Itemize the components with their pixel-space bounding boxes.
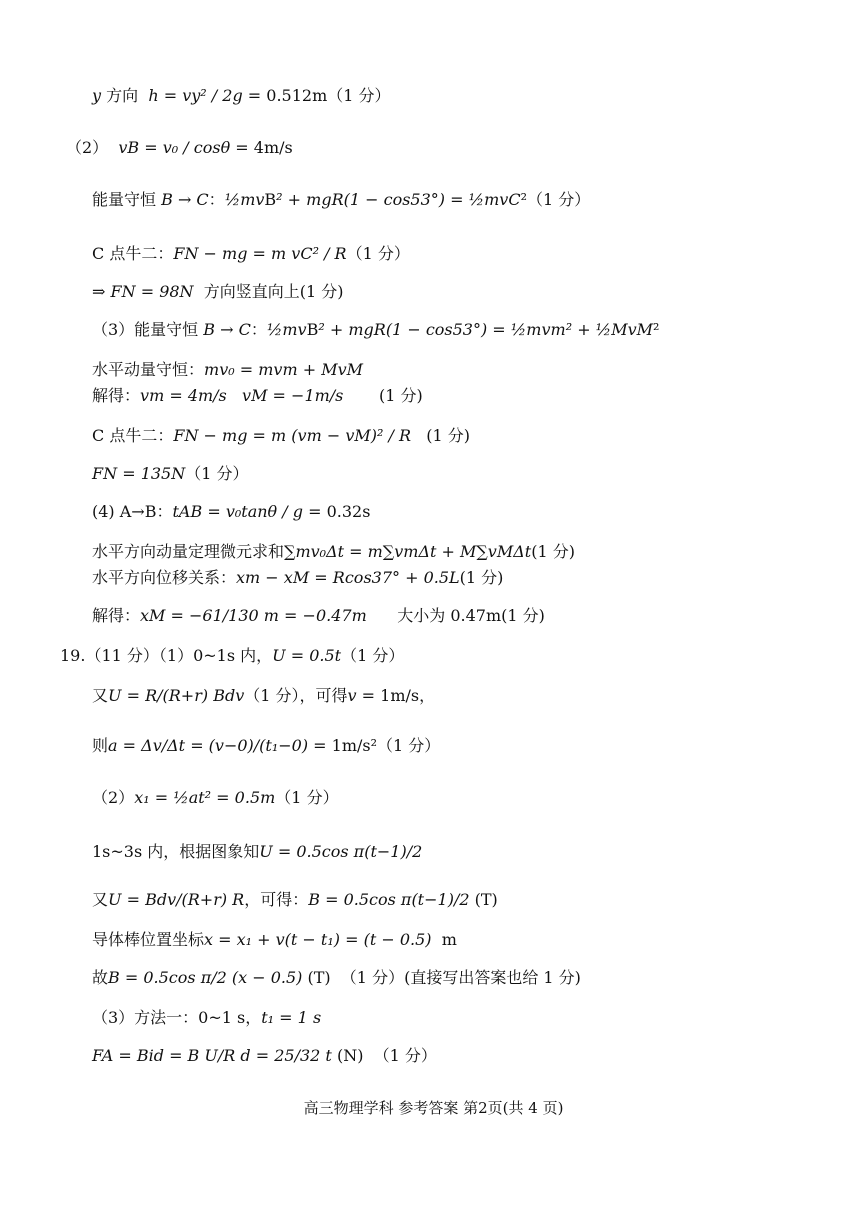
formula-fragment: Δt + M∑v [418, 542, 497, 561]
formula-fragment: N [103, 464, 118, 483]
formula-fragment: − mg = m (v [198, 426, 307, 445]
formula-fragment: m [282, 360, 298, 379]
formula-fragment: = Bid = B U/R d = 25/32 t [113, 1046, 332, 1065]
text-fragment: ： [250, 320, 267, 339]
formula-fragment: = 135N [117, 464, 186, 483]
formula-fragment: m [149, 386, 165, 405]
text-fragment: C 点牛二： [92, 244, 174, 263]
answer-line-l14 [92, 606, 545, 626]
formula-fragment: N [184, 244, 199, 263]
formula-fragment: t [172, 502, 179, 521]
answer-line-l22 [92, 968, 581, 988]
text-fragment: ⇒ [92, 282, 111, 301]
answer-line-l8 [92, 386, 423, 406]
formula-fragment: t₁ = 1 s [261, 1008, 322, 1027]
text-fragment: B [264, 190, 277, 209]
formula-fragment: ½mv [266, 320, 307, 339]
formula-fragment: B [127, 138, 140, 157]
formula-fragment: F [173, 426, 185, 445]
answer-line-l19 [92, 842, 422, 862]
answer-line-l21 [92, 930, 457, 950]
answer-line-l24 [92, 1046, 437, 1066]
formula-fragment: x [236, 568, 246, 587]
formula-fragment: U = 0.5t [272, 646, 342, 665]
text-fragment: （1 分） [275, 788, 339, 807]
formula-fragment: x = x₁ + v(t − t₁) = (t − 0.5) [204, 930, 432, 949]
formula-fragment: B = 0.5cos π/2 (x − 0.5) [108, 968, 303, 987]
page-footer: 高三物理学科 参考答案 第2页(共 4 页) [303, 1099, 564, 1117]
text-fragment: 又 [92, 890, 109, 909]
text-fragment: （3）方法一：0~1 s， [92, 1008, 262, 1027]
formula-fragment: y [92, 86, 102, 105]
answer-line-l20 [92, 890, 498, 910]
formula-fragment: F [110, 282, 122, 301]
formula-fragment: = 4m/s v [164, 386, 252, 405]
formula-fragment: = 98N [135, 282, 194, 301]
text-fragment: 方向 [101, 86, 149, 105]
text-fragment: (1 分) [343, 386, 423, 405]
formula-fragment: M [636, 320, 653, 339]
formula-fragment: v [118, 138, 128, 157]
text-fragment: (N) （1 分） [331, 1046, 437, 1065]
text-fragment: = 1m/s， [356, 686, 436, 705]
answer-line-l2 [66, 138, 293, 158]
answer-line-l12 [92, 542, 575, 562]
formula-fragment: x [140, 606, 150, 625]
text-fragment: = 0.512m（1 分） [242, 86, 391, 105]
formula-fragment: ² / 2g [200, 86, 243, 105]
formula-fragment: F [92, 1046, 102, 1065]
text-fragment: ： [208, 190, 225, 209]
answer-line-l15 [60, 646, 404, 666]
formula-fragment: h = v [148, 86, 192, 105]
formula-fragment: − v [321, 426, 355, 445]
text-fragment: = 0.32s [302, 502, 371, 521]
text-fragment: （1 分） [346, 244, 410, 263]
answer-line-l9 [92, 426, 470, 446]
formula-fragment: ² / R [312, 244, 347, 263]
text-fragment: （2） [92, 788, 135, 807]
text-fragment: 水平方向动量定理微元求和 [92, 542, 285, 561]
text-fragment: 解得： [92, 386, 141, 405]
text-fragment: 又 [92, 686, 109, 705]
text-fragment: C 点牛二： [92, 426, 174, 445]
text-fragment: (1 分) [531, 542, 575, 561]
text-fragment: 解得： [92, 606, 141, 625]
formula-fragment: m [245, 568, 261, 587]
answer-line-l1 [92, 86, 391, 106]
formula-fragment: v [140, 386, 150, 405]
formula-fragment: mv₀ = mv [204, 360, 283, 379]
formula-fragment: B = 0.5cos π(t−1)/2 [308, 890, 470, 909]
formula-fragment: = −1m/s [267, 386, 344, 405]
text-fragment: （2） [66, 138, 119, 157]
answer-line-l17 [92, 736, 440, 756]
text-fragment: m [431, 930, 457, 949]
answer-line-l18 [92, 788, 339, 808]
formula-fragment: = Rcos37° + 0.5L [309, 568, 460, 587]
text-fragment: （3）能量守恒 [92, 320, 204, 339]
formula-fragment: B → C [161, 190, 209, 209]
text-fragment: (T) [469, 890, 498, 909]
text-fragment: (1 分) [459, 568, 504, 587]
formula-fragment: C [300, 244, 313, 263]
answer-line-l7 [92, 360, 363, 380]
text-fragment: 水平方向位移关系： [92, 568, 237, 587]
text-fragment: （1 分），可得 [244, 686, 348, 705]
text-fragment: 导体棒位置坐标 [92, 930, 205, 949]
formula-fragment: C [508, 190, 521, 209]
formula-fragment: U = Bdv/(R+r) R [108, 890, 245, 909]
formula-fragment: = v₀ / cosθ [139, 138, 231, 157]
text-fragment: = 4m/s [230, 138, 293, 157]
text-fragment: （1 分） [527, 190, 591, 209]
text-fragment: 能量守恒 [92, 190, 162, 209]
formula-fragment: = −61/130 m = −0.47m [165, 606, 367, 625]
formula-fragment: N [121, 282, 136, 301]
answer-line-l11 [92, 502, 370, 522]
formula-fragment: x₁ = ½at² = 0.5m [134, 788, 276, 807]
formula-fragment: ∑mv₀Δt = m∑v [284, 542, 404, 561]
formula-fragment: ² + mgR(1 − cos53°) = ½mv [276, 190, 509, 209]
answer-line-l16 [92, 686, 435, 706]
formula-fragment: AB [178, 502, 203, 521]
answer-line-l10 [92, 464, 249, 484]
text-fragment: 故 [92, 968, 109, 987]
formula-fragment: U = R/(R+r) Bdv [108, 686, 245, 705]
formula-fragment: F [173, 244, 185, 263]
formula-fragment: A [101, 1046, 114, 1065]
formula-fragment: ² + ½Mv [565, 320, 637, 339]
text-fragment: (4) A→B： [92, 502, 173, 521]
text-fragment: ² [520, 190, 527, 209]
answer-line-l5 [92, 282, 343, 302]
formula-fragment: m [306, 426, 322, 445]
formula-fragment: F [92, 464, 104, 483]
text-fragment: 19.（11 分）（1）0~1s 内， [60, 646, 273, 665]
text-fragment: ² [653, 320, 660, 339]
answer-line-l23 [92, 1008, 321, 1028]
formula-fragment: Δt [513, 542, 532, 561]
text-fragment: 方向竖直向上(1 分) [193, 282, 344, 301]
formula-fragment: M [354, 426, 371, 445]
formula-fragment: v [347, 686, 357, 705]
answer-line-l13 [92, 568, 503, 588]
formula-fragment: y [191, 86, 201, 105]
text-fragment: 大小为 0.47m(1 分) [366, 606, 545, 625]
formula-fragment: M [251, 386, 268, 405]
formula-fragment: B → C [203, 320, 251, 339]
text-fragment: (T) （1 分）(直接写出答案也给 1 分) [302, 968, 581, 987]
text-fragment: （1 分） [341, 646, 405, 665]
text-fragment: = 1m/s²（1 分） [308, 736, 441, 755]
formula-fragment: a = Δv/Δt = (v−0)/(t₁−0) [108, 736, 309, 755]
formula-fragment: M [149, 606, 166, 625]
formula-fragment: )² / R [370, 426, 412, 445]
text-fragment: （1 分） [185, 464, 249, 483]
answer-line-l3 [92, 190, 590, 210]
formula-fragment: + Mv [297, 360, 347, 379]
formula-fragment: M [496, 542, 514, 561]
answer-line-l6 [92, 320, 659, 340]
formula-fragment: ² + mgR(1 − cos53°) = ½mv [318, 320, 551, 339]
text-fragment: B [306, 320, 319, 339]
formula-fragment: ½mv [224, 190, 265, 209]
text-fragment: ，可得： [244, 890, 309, 909]
answer-line-l4 [92, 244, 410, 264]
formula-fragment: m [550, 320, 566, 339]
text-fragment: (1 分) [411, 426, 471, 445]
formula-fragment: N [184, 426, 199, 445]
text-fragment: 则 [92, 736, 109, 755]
formula-fragment: U = 0.5cos π(t−1)/2 [259, 842, 423, 861]
formula-fragment: m [403, 542, 419, 561]
text-fragment: 水平动量守恒： [92, 360, 205, 379]
formula-fragment: M [292, 568, 310, 587]
formula-fragment: M [346, 360, 363, 379]
text-fragment: 1s~3s 内，根据图象知 [92, 842, 260, 861]
formula-fragment: − mg = m v [198, 244, 301, 263]
formula-fragment: = v₀tanθ / g [202, 502, 303, 521]
formula-fragment: − x [260, 568, 293, 587]
